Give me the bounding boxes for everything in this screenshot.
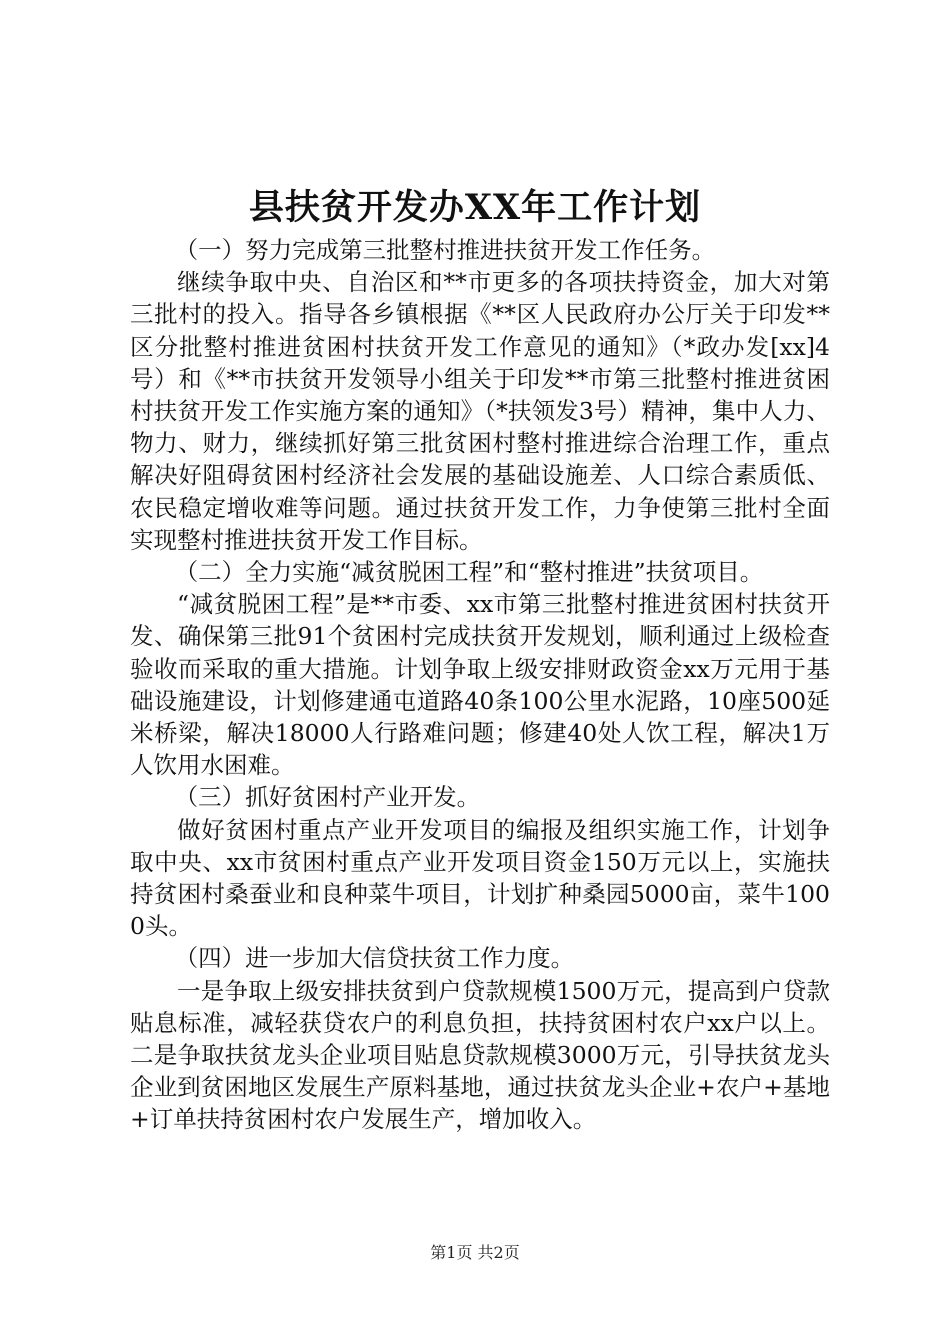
body-paragraph-2: “减贫脱困工程”是**市委、xx市第三批整村推进贫困村扶贫开发、确保第三批91个贫困村完成扶贫开发规划，顺利通过上级检查验收而采取的重大措施。计划争取上级安排财政资金xx万元用于基础设施建设，计划修建通屯道路40条100公里水泥路，10座500延米桥梁，解决18000人行路难问题；修建40处人饮工程，解决1万人饮用水困难。	[130, 590, 830, 780]
section-heading-4: （四）进一步加大信贷扶贫工作力度。	[174, 944, 575, 973]
document-body	[130, 234, 830, 1136]
document-title: 县扶贫开发办XX年工作计划	[248, 187, 702, 228]
body-paragraph-3: 做好贫困村重点产业开发项目的编报及组织实施工作，计划争取中央、xx市贫困村重点产业开发项目资金150万元以上，实施扶持贫困村桑蚕业和良种菜牛项目，计划扩种桑园5000亩，菜牛1000头。	[130, 815, 830, 941]
body-paragraph-1: 继续争取中央、自治区和**市更多的各项扶持资金，加大对第三批村的投入。指导各乡镇根据《**区人民政府办公厅关于印发**区分批整村推进贫困村扶贫开发工作意见的通知》（*政办发[xx]4号）和《**市扶贫开发领导小组关于印发**市第三批整村推进贫困村扶贫开发工作实施方案的通知》（*扶领发3号）精神，集中人力、物力、财力，继续抓好第三批贫困村整村推进综合治理工作，重点解决好阻碍贫困村经济社会发展的基础设施差、人口综合素质低、农民稳定增收难等问题。通过扶贫开发工作，力争使第三批村全面实现整村推进扶贫开发工作目标。	[130, 268, 830, 554]
page-footer: 第1页 共2页	[430, 1243, 520, 1262]
body-paragraph-4: 一是争取上级安排扶贫到户贷款规模1500万元，提高到户贷款贴息标准，减轻获贷农户的利息负担，扶持贫困村农户xx户以上。二是争取扶贫龙头企业项目贴息贷款规模3000万元，引导扶贫龙头企业到贫困地区发展生产原料基地，通过扶贫龙头企业+农户+基地+订单扶持贫困村农户发展生产，增加收入。	[130, 976, 830, 1134]
section-heading-3: （三）抓好贫困村产业开发。	[174, 783, 481, 812]
section-heading-1: （一）努力完成第三批整村推进扶贫开发工作任务。	[174, 236, 716, 264]
section-heading-2: （二）全力实施“减贫脱困工程”和“整村推进”扶贫项目。	[174, 558, 764, 587]
